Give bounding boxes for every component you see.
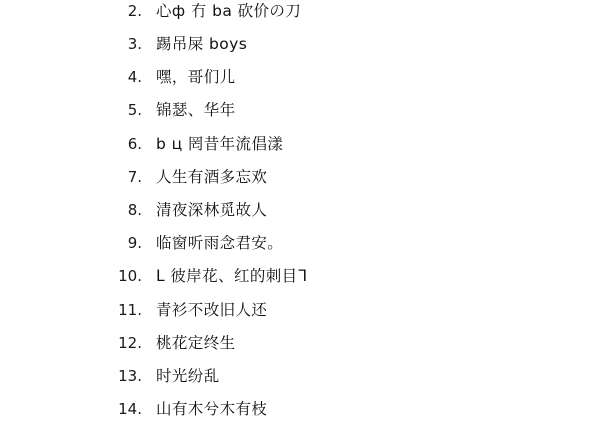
list-item: [0, 294, 600, 327]
list-item: [0, 94, 600, 127]
list-item-text: 踢吊屎 boys: [156, 35, 248, 53]
list-item-text: 心ф 冇 ba 砍价の刀: [156, 2, 302, 20]
list-item-text: 青衫不改旧人还: [156, 300, 268, 319]
list-item-number: 6.: [127, 134, 142, 153]
list-item: [0, 161, 600, 194]
list-item-text: 临窗听雨念君安。: [156, 234, 284, 253]
list-item-text: b ц 罔昔年流倡漾: [156, 134, 284, 153]
list-item: [0, 260, 600, 293]
list-item-text: 桃花定终生: [156, 333, 236, 352]
list-item: [0, 28, 600, 61]
list-item: [0, 194, 600, 227]
list-item: [0, 128, 600, 161]
list-item-number: 3.: [127, 35, 142, 53]
list-item-number: 11.: [118, 300, 142, 319]
list-item: [0, 0, 600, 28]
list-item: [0, 227, 600, 260]
list-item: [0, 360, 600, 393]
list-item: [0, 327, 600, 360]
list-item-number: 14.: [118, 400, 142, 419]
list-item-text: 清夜深林觅故人: [156, 200, 268, 219]
list-item: [0, 393, 600, 426]
list-item-number: 9.: [127, 234, 142, 253]
list-item-text: 锦瑟、华年: [156, 101, 236, 120]
list-item-number: 10.: [118, 267, 142, 286]
list-item-text: 嘿，哥们儿: [156, 68, 236, 87]
list-item-number: 7.: [127, 167, 142, 186]
list-item-number: 4.: [127, 68, 142, 87]
list-item-number: 13.: [118, 366, 142, 385]
list-item-text: 人生有酒多忘欢: [156, 167, 268, 186]
list-item-number: 5.: [127, 101, 142, 120]
list-item-text: ᒪ 彼岸花、红的刺目ᒣ: [156, 267, 308, 286]
list-item-number: 2.: [127, 2, 142, 20]
list-item-text: 山有木兮木有枝: [156, 400, 268, 419]
list-item-number: 8.: [127, 200, 142, 219]
list-item: [0, 61, 600, 94]
list-item-text: 时光纷乱: [156, 366, 220, 385]
list-item-number: 12.: [118, 333, 142, 352]
